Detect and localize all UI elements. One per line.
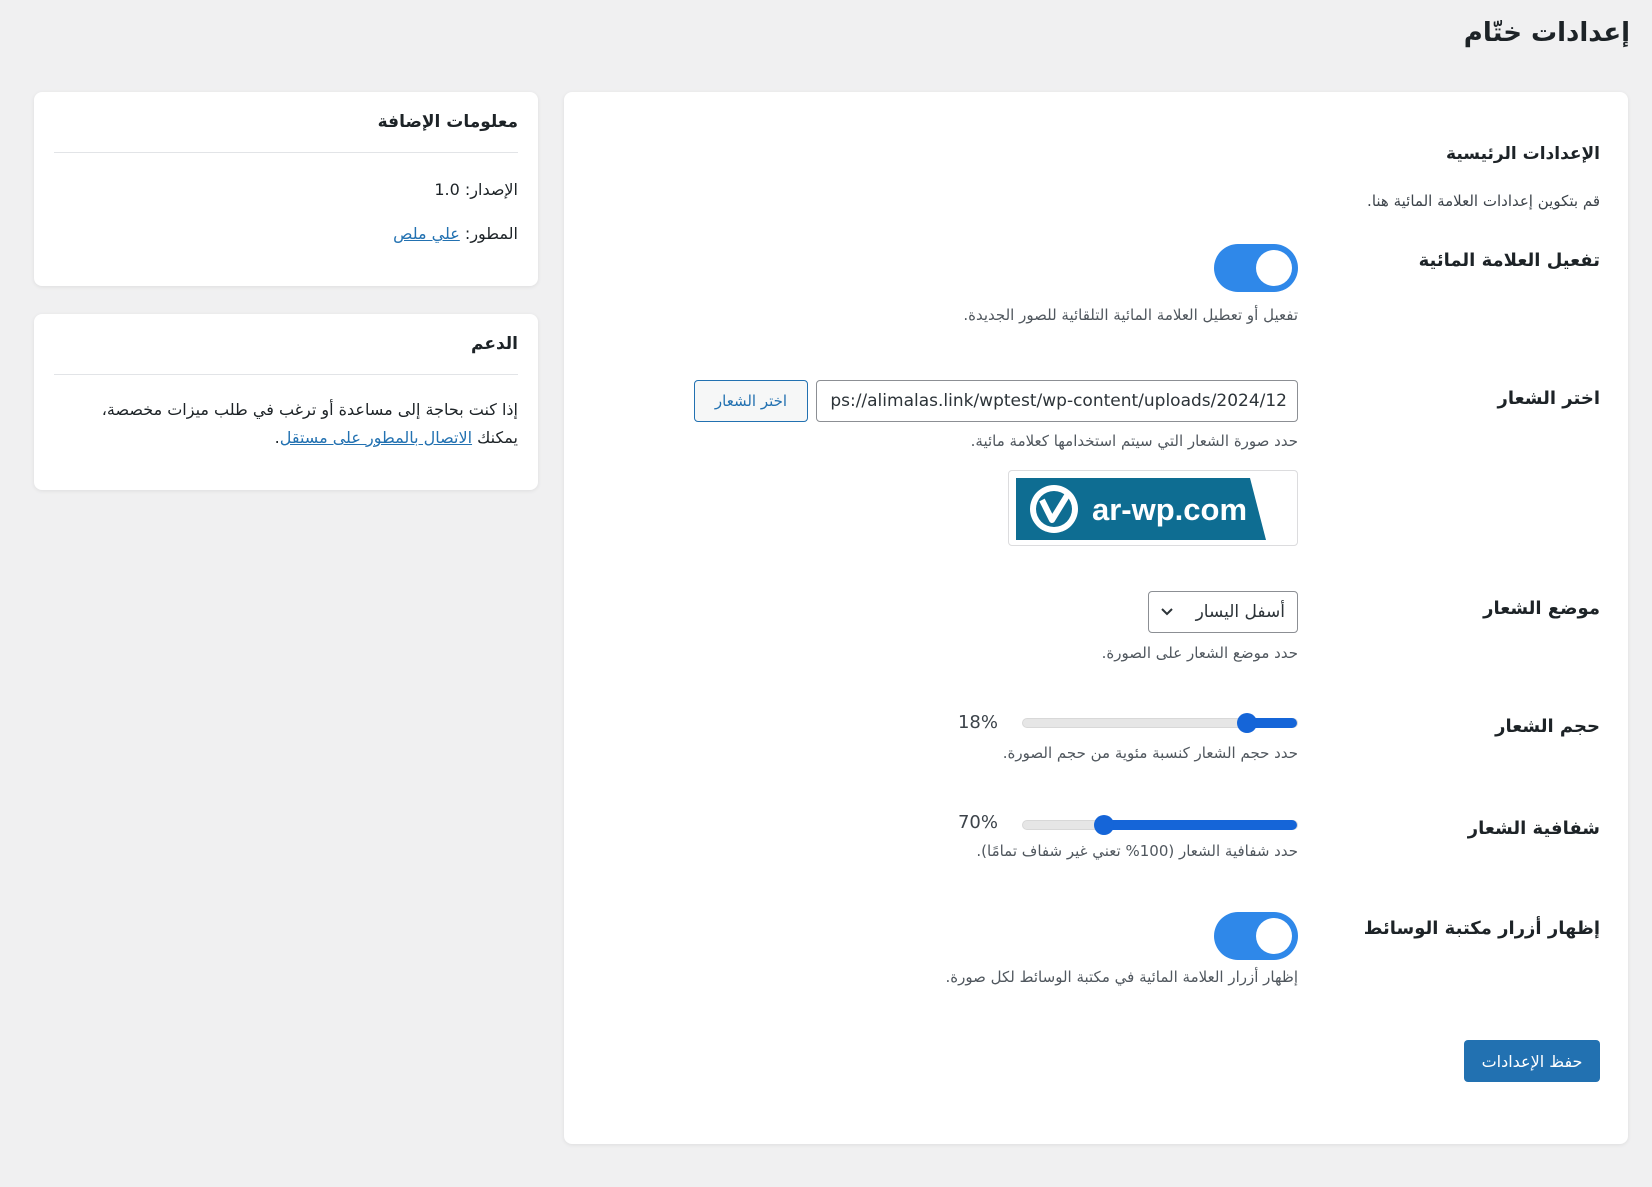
- logo-select-label: اختر الشعار: [1497, 388, 1600, 409]
- enable-watermark-label: تفعيل العلامة المائية: [1418, 250, 1600, 271]
- save-settings-button[interactable]: حفظ الإعدادات: [1464, 1040, 1600, 1082]
- logo-opacity-slider[interactable]: [1022, 820, 1298, 830]
- logo-position-label: موضع الشعار: [1483, 598, 1600, 619]
- developer-link[interactable]: علي ملص: [393, 224, 460, 243]
- support-text-line2: [275, 428, 518, 447]
- logo-preview-text: ar-wp.com: [1092, 492, 1248, 527]
- logo-position-select[interactable]: [1148, 591, 1298, 633]
- logo-position-value: أسفل اليسار: [1195, 602, 1285, 622]
- media-buttons-description: إظهار أزرار العلامة المائية في مكتبة الوسائط لكل صورة.: [945, 968, 1298, 986]
- plugin-info-card: [34, 92, 538, 286]
- section-title: الإعدادات الرئيسية: [1446, 144, 1600, 164]
- slider-fill: [1104, 820, 1297, 830]
- divider: [54, 152, 518, 153]
- divider: [54, 374, 518, 375]
- logo-description: حدد صورة الشعار التي سيتم استخدامها كعلامة مائية.: [970, 432, 1298, 450]
- support-prefix: يمكنك: [477, 428, 518, 447]
- logo-size-slider[interactable]: [1022, 718, 1298, 728]
- main-settings-card: [564, 92, 1628, 1144]
- logo-preview-image: [1016, 478, 1266, 540]
- section-description: قم بتكوين إعدادات العلامة المائية هنا.: [1367, 192, 1600, 210]
- support-title: الدعم: [471, 334, 518, 354]
- support-card: [34, 314, 538, 490]
- logo-size-description: حدد حجم الشعار كنسبة مئوية من حجم الصورة.: [1002, 744, 1298, 762]
- logo-size-label: حجم الشعار: [1495, 716, 1600, 737]
- logo-position-description: حدد موضع الشعار على الصورة.: [1101, 644, 1298, 662]
- logo-preview: [1008, 470, 1298, 546]
- logo-opacity-value: 70%: [957, 812, 998, 833]
- plugin-developer: [393, 224, 518, 243]
- media-buttons-toggle[interactable]: [1214, 912, 1298, 960]
- enable-watermark-description: تفعيل أو تعطيل العلامة المائية التلقائية للصور الجديدة.: [963, 306, 1298, 324]
- slider-thumb[interactable]: [1237, 713, 1257, 733]
- enable-watermark-toggle[interactable]: [1214, 244, 1298, 292]
- contact-developer-link[interactable]: الاتصال بالمطور على مستقل: [279, 428, 473, 447]
- logo-size-value: 18%: [957, 712, 998, 733]
- support-suffix: .: [274, 428, 280, 447]
- choose-logo-button[interactable]: اختر الشعار: [694, 380, 808, 422]
- media-buttons-label: إظهار أزرار مكتبة الوسائط: [1363, 918, 1600, 939]
- logo-url-value: ps://alimalas.link/wptest/wp-content/uploads/2024/12: [830, 391, 1287, 411]
- toggle-knob: [1256, 250, 1292, 286]
- slider-thumb[interactable]: [1094, 815, 1114, 835]
- logo-opacity-label: شفافية الشعار: [1467, 818, 1600, 839]
- toggle-knob: [1256, 918, 1292, 954]
- plugin-version: الإصدار: 1.0: [434, 180, 518, 199]
- chevron-down-icon: [1161, 608, 1173, 616]
- support-text-line1: إذا كنت بحاجة إلى مساعدة أو ترغب في طلب ميزات مخصصة،: [101, 400, 518, 419]
- logo-url-input[interactable]: [816, 380, 1298, 422]
- plugin-info-title: معلومات الإضافة: [377, 112, 518, 132]
- logo-opacity-description: حدد شفافية الشعار (100% تعني غير شفاف تمامًا).: [976, 842, 1298, 860]
- developer-label: المطور:: [464, 224, 518, 243]
- page-title: إعدادات ختّام: [1463, 18, 1630, 48]
